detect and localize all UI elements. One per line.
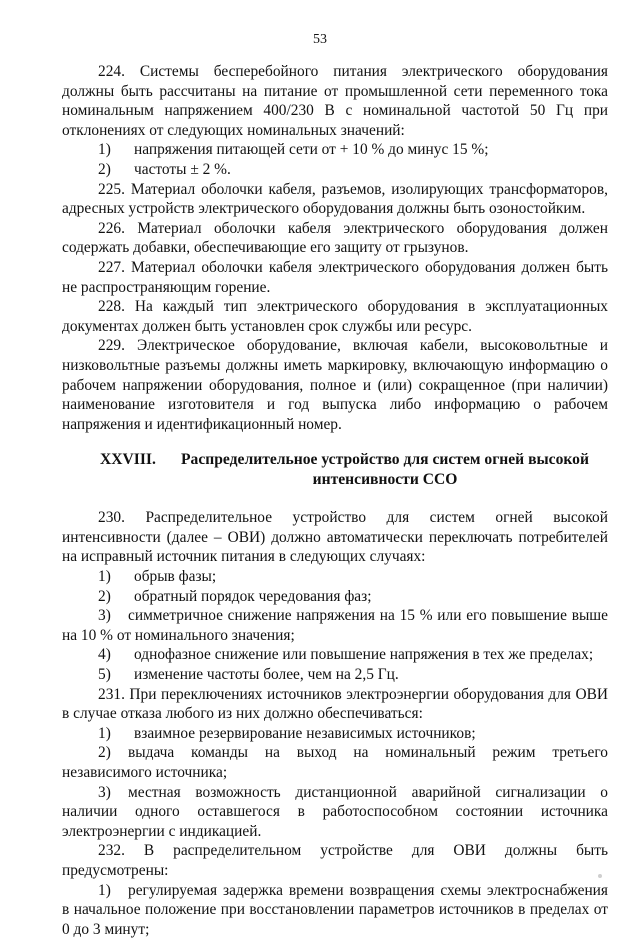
list-item-231-2: [62, 743, 608, 782]
list-number: 3): [98, 607, 111, 625]
list-text: однофазное снижение или повышение напряжения в тех же пределах;: [134, 646, 594, 664]
page-number: 53: [313, 32, 327, 47]
list-item-230-3: [62, 606, 608, 645]
list-number: 1): [98, 881, 111, 899]
list-number: 2): [98, 160, 111, 178]
list-item-230-2: [62, 587, 608, 607]
list-item-224-2: [62, 160, 608, 180]
section-heading: [62, 450, 608, 490]
paragraph-229: 229. Электрическое оборудование, включая кабели, высоковольтные и низковольтные разъемы должны иметь маркировку, включающую информацию о рабочем напряжении оборудования, полное и (или) сокращенное (при наличии) наименование изготовителя и год выпуска либо информацию о рабочем напряжения и идентификационный номер.: [62, 337, 608, 433]
list-text: изменение частоты более, чем на 2,5 Гц.: [134, 666, 399, 684]
list-number: 2): [98, 744, 111, 762]
list-text: напряжения питающей сети от + 10 % до минус 15 %;: [134, 141, 489, 159]
section-title: Распределительное устройство для систем огней высокой интенсивности ССО: [181, 451, 589, 488]
paragraph-227: 227. Материал оболочки кабеля электрического оборудования должен быть не распространяющим горение.: [62, 258, 608, 296]
paragraph-225: 225. Материал оболочки кабеля, разъемов, изолирующих трансформаторов, адресных устройств электрического оборудования должны быть озоностойким.: [62, 180, 608, 218]
list-text: регулируемая задержка времени возвращения схемы электроснабжения в начальное положение при восстановлении параметров источников в пределах от 0 до 3 минут;: [62, 881, 608, 938]
list-text: обратный порядок чередования фаз;: [134, 587, 372, 605]
list-item-230-1: [62, 567, 608, 587]
list-number: 4): [98, 646, 111, 664]
list-item-230-4: [62, 645, 608, 665]
list-item-231-1: [62, 724, 608, 744]
list-item-232-1: [62, 881, 608, 939]
list-item-231-3: [62, 783, 608, 842]
section-number: XXVIII.: [100, 451, 156, 469]
list-text: взаимное резервирование независимых источников;: [134, 724, 476, 742]
scan-speck: [598, 874, 602, 878]
list-number: 2): [98, 587, 111, 605]
list-item-224-1: [62, 140, 608, 160]
paragraph-228: 228. На каждый тип электрического оборудования в эксплуатационных документах должен быть установлен срок службы или ресурс.: [62, 298, 608, 335]
list-item-230-5: [62, 665, 608, 685]
list-text: обрыв фазы;: [134, 568, 217, 586]
paragraph-232: 232. В распределительном устройстве для ОВИ должны быть предусмотрены:: [62, 842, 608, 879]
list-text: выдача команды на выход на номинальный режим третьего независимого источника;: [62, 744, 608, 781]
document-body: [62, 62, 608, 939]
paragraph-224: 224. Системы бесперебойного питания электрического оборудования должны быть рассчитаны на питание от промышленной сети переменного тока номинальным напряжением 400/230 В с номинальной частотой 50 Гц при отклонениях от следующих номинальных значений:: [62, 63, 608, 139]
paragraph-230: 230. Распределительное устройство для систем огней высокой интенсивности (далее – ОВИ) должно автоматически переключать потребителей на исправный источник питания в следующих случаях:: [62, 509, 608, 566]
paragraph-231: 231. При переключениях источников электроэнергии оборудования для ОВИ в случае отказа любого из них должно обеспечиваться:: [62, 685, 608, 723]
list-text: местная возможность дистанционной аварийной сигнализации о наличии одного оставшегося в работоспособном состоянии источника электроэнергии с индикацией.: [62, 783, 608, 840]
list-number: 1): [98, 724, 111, 742]
list-number: 3): [98, 783, 111, 801]
list-number: 1): [98, 568, 111, 586]
paragraph-226: 226. Материал оболочки кабеля электрического оборудования должен содержать добавки, обеспечивающие его защиту от грызунов.: [62, 219, 608, 257]
list-number: 1): [98, 141, 111, 159]
list-text: частоты ± 2 %.: [134, 160, 231, 178]
list-number: 5): [98, 666, 111, 684]
list-text: симметричное снижение напряжения на 15 % или его повышение выше на 10 % от номинального значения;: [62, 607, 608, 644]
